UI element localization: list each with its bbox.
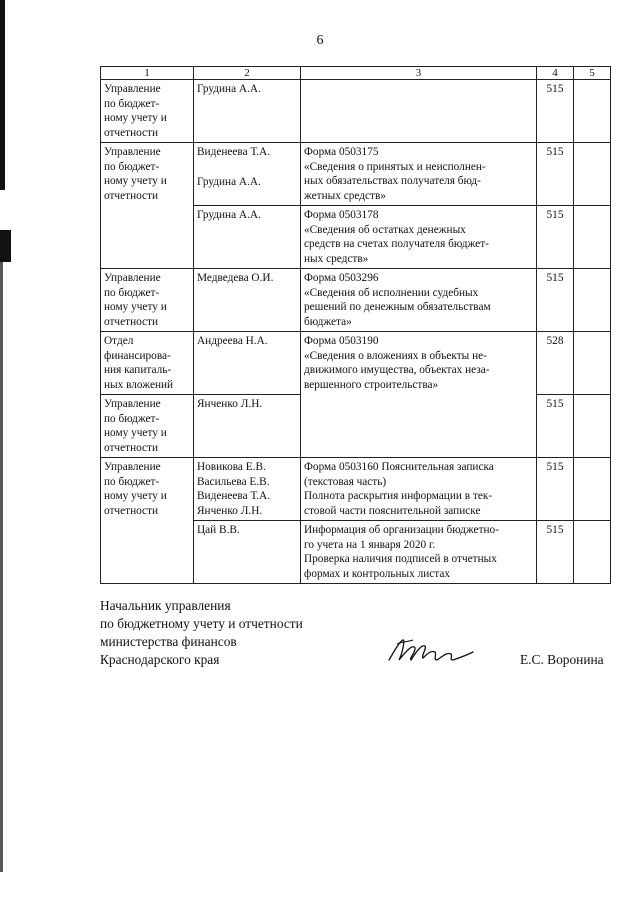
responsible-person: Медведева О.И. (197, 272, 274, 284)
department-line: отчетности (104, 189, 159, 202)
code-cell: 515 (537, 458, 574, 521)
form-line: Проверка наличия подписей в отчетных (304, 553, 497, 565)
responsible-person: Виденеева Т.А. (197, 490, 271, 502)
department-line: Управление (104, 83, 161, 95)
note-cell (574, 143, 611, 206)
note-cell (574, 458, 611, 521)
department-line: ния капиталь- (104, 364, 172, 376)
table-row (101, 269, 611, 332)
position-line: министерства финансов (100, 634, 237, 649)
department-line: Отдел (104, 335, 134, 347)
code-cell: 515 (537, 80, 574, 143)
form-line: «Сведения о принятых и неисполнен- (304, 160, 486, 173)
note-cell (574, 395, 611, 458)
form-line: Форма 0503175 (304, 146, 379, 158)
form-line: жетных средств» (304, 189, 386, 202)
scan-edge-bottom (0, 262, 3, 872)
responsible-cell (194, 206, 301, 269)
department-line: финансирова- (104, 349, 171, 362)
note-cell (574, 80, 611, 143)
department-cell (101, 80, 194, 143)
responsible-person: Андреева Н.А. (197, 335, 268, 347)
form-line: вершенного строительства» (304, 378, 439, 391)
form-line: «Сведения об остатках денежных (304, 223, 466, 236)
form-line: Форма 0503296 (304, 272, 379, 284)
position-line: Краснодарского края (100, 652, 220, 667)
department-line: ному учету и (104, 175, 167, 187)
column-header: 5 (574, 67, 611, 80)
code-cell: 515 (537, 143, 574, 206)
form-line: «Сведения об исполнении судебных (304, 286, 479, 299)
responsible-person: Янченко Л.Н. (197, 398, 263, 410)
responsible-person: Грудина А.А. (197, 209, 261, 221)
form-cell (301, 80, 537, 143)
table-row (101, 143, 611, 206)
form-line: средств на счетах получателя бюджет- (304, 238, 489, 250)
responsible-person: Новикова Е.В. (197, 461, 266, 473)
department-cell (101, 458, 194, 584)
department-line: Управление (104, 398, 161, 410)
department-line: ному учету и (104, 427, 167, 439)
table-header-row (101, 67, 611, 80)
department-line: ных вложений (104, 378, 174, 391)
form-line: Форма 0503190 (304, 335, 379, 347)
responsible-person: Грудина А.А. (197, 175, 261, 188)
department-line: по бюджет- (104, 160, 160, 173)
responsible-cell (194, 521, 301, 584)
responsible-person: Цай В.В. (197, 524, 240, 536)
form-line: движимого имущества, объектах неза- (304, 364, 490, 376)
table-row (101, 332, 611, 395)
form-line: бюджета» (304, 315, 352, 328)
code-cell: 515 (537, 521, 574, 584)
department-line: по бюджет- (104, 97, 160, 110)
department-line: ному учету и (104, 112, 167, 124)
form-line: решений по денежным обязательствам (304, 301, 491, 313)
department-line: отчетности (104, 441, 159, 454)
form-line: стовой части пояснительной записке (304, 504, 481, 517)
form-line: го учета на 1 января 2020 г. (304, 538, 436, 551)
code-cell: 528 (537, 332, 574, 395)
form-line: Форма 0503160 Пояснительная записка (304, 461, 494, 473)
responsible-person: Грудина А.А. (197, 83, 261, 95)
form-line: «Сведения о вложениях в объекты не- (304, 349, 487, 362)
column-header: 1 (101, 67, 194, 80)
form-cell (301, 458, 537, 521)
form-line: (текстовая часть) (304, 475, 387, 488)
column-header: 2 (194, 67, 301, 80)
form-cell (301, 206, 537, 269)
column-header: 4 (537, 67, 574, 80)
responsible-cell (194, 269, 301, 332)
responsible-person: Виденеева Т.А. (197, 146, 271, 158)
form-line: Форма 0503178 (304, 209, 379, 221)
department-cell (101, 269, 194, 332)
department-line: ному учету и (104, 301, 167, 313)
code-cell: 515 (537, 269, 574, 332)
position-line: по бюджетному учету и отчетности (100, 616, 303, 631)
table-row (101, 80, 611, 143)
note-cell (574, 269, 611, 332)
position-line: Начальник управления (100, 598, 231, 613)
scan-edge-mark (0, 230, 11, 262)
report-table (100, 66, 611, 584)
form-cell (301, 269, 537, 332)
responsible-cell (194, 332, 301, 395)
department-line: Управление (104, 272, 161, 284)
department-line: по бюджет- (104, 412, 160, 425)
page-number: 6 (316, 33, 324, 48)
form-cell (301, 521, 537, 584)
responsible-person: Янченко Л.Н. (197, 504, 263, 517)
code-cell: 515 (537, 395, 574, 458)
form-line: ных средств» (304, 252, 369, 265)
table-row (101, 458, 611, 521)
form-cell (301, 332, 537, 458)
note-cell (574, 206, 611, 269)
responsible-cell (194, 395, 301, 458)
form-cell (301, 143, 537, 206)
handwritten-signature (385, 630, 477, 670)
form-line: формах и контрольных листах (304, 567, 451, 580)
responsible-cell (194, 143, 301, 206)
department-line: по бюджет- (104, 475, 160, 488)
responsible-cell (194, 80, 301, 143)
scan-edge-top (0, 0, 5, 190)
column-header: 3 (301, 67, 537, 80)
department-cell (101, 395, 194, 458)
department-line: отчетности (104, 126, 159, 139)
department-line: ному учету и (104, 490, 167, 502)
department-cell (101, 332, 194, 395)
form-line: Информация об организации бюджетно- (304, 524, 499, 536)
form-line: Полнота раскрытия информации в тек- (304, 490, 493, 502)
spacer (197, 160, 297, 175)
signer-name: Е.С. Воронина (520, 652, 604, 667)
department-cell (101, 143, 194, 269)
responsible-person: Васильева Е.В. (197, 475, 270, 488)
department-line: Управление (104, 146, 161, 158)
code-cell: 515 (537, 206, 574, 269)
responsible-cell (194, 458, 301, 521)
form-line: ных обязательствах получателя бюд- (304, 175, 481, 187)
signature-block (100, 597, 303, 669)
note-cell (574, 521, 611, 584)
department-line: отчетности (104, 315, 159, 328)
department-line: по бюджет- (104, 286, 160, 299)
department-line: отчетности (104, 504, 159, 517)
note-cell (574, 332, 611, 395)
department-line: Управление (104, 461, 161, 473)
